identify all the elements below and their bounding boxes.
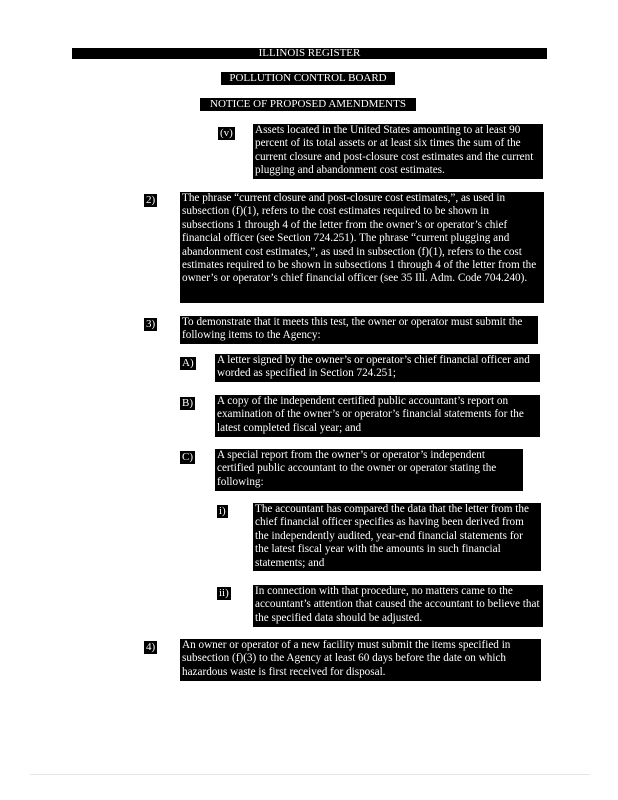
item-text: An owner or operator of a new facility must submit the items specified in subsection (f)(3) to the Agency at least 60 days before the date on which hazardous waste is first received for disposal. xyxy=(180,639,541,681)
board-name: POLLUTION CONTROL BOARD xyxy=(221,72,395,85)
item-text: The accountant has compared the data that the letter from the chief financial officer specifies as having been derived from the independently audited, year-end financial statements for the latest fiscal year with the amounts in such financial statements; and xyxy=(253,503,541,571)
item-text: A letter signed by the owner’s or operator’s chief financial officer and worded as specified in Section 724.251; xyxy=(215,354,540,382)
item-label: i) xyxy=(219,505,226,517)
register-title: ILLINOIS REGISTER xyxy=(72,48,547,59)
page-footer-line xyxy=(30,774,590,775)
item-label: A) xyxy=(182,357,194,369)
item-text: A copy of the independent certified public accountant’s report on examination of the owner’s or operator’s financial statements for the latest completed fiscal year; and xyxy=(215,395,540,437)
item-label: 2) xyxy=(146,194,156,206)
item-text: Assets located in the United States amounting to at least 90 percent of its total assets or at least six times the sum of the current closure and post-closure cost estimates and the current plugging and abandonment cost estimates. xyxy=(253,124,543,179)
item-text: A special report from the owner’s or operator’s independent certified public accountant to the owner or operator stating the following: xyxy=(215,449,523,491)
item-label: 4) xyxy=(146,641,156,653)
item-label: (v) xyxy=(220,127,233,139)
item-label: B) xyxy=(182,397,193,409)
item-text: To demonstrate that it meets this test, the owner or operator must submit the following items to the Agency: xyxy=(180,316,538,344)
notice-title: NOTICE OF PROPOSED AMENDMENTS xyxy=(200,98,416,111)
item-label: 3) xyxy=(146,318,156,330)
item-text: The phrase “current closure and post-closure cost estimates,”, as used in subsection (f)(1), refers to the cost estimates required to be shown in subsections 1 through 4 of the letter from the owner’s or operator’s chief financial officer (see Section 724.251). The phrase “current plugging and abandonment cost estimates,”, as used in subsection (f)(1), refers to the cost estimates required to be shown in subsections 1 through 4 of the letter from the owner’s or operator’s chief financial officer (see 35 Ill. Adm. Code 704.240). xyxy=(180,192,544,303)
item-text: In connection with that procedure, no matters came to the accountant’s attention that caused the accountant to believe that the specified data should be adjusted. xyxy=(253,585,543,627)
item-label: C) xyxy=(182,451,193,463)
item-label: ii) xyxy=(219,587,229,599)
